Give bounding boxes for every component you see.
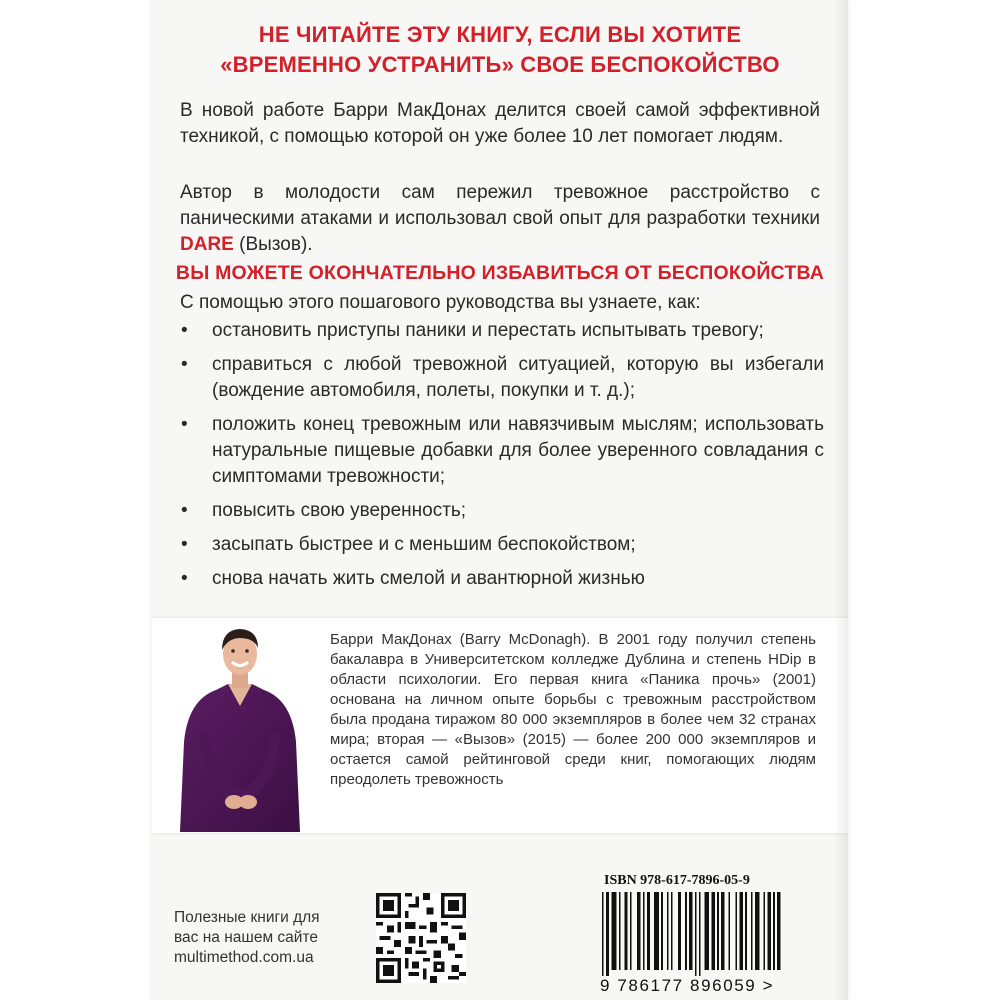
website-note bbox=[174, 908, 320, 968]
barcode bbox=[592, 892, 782, 1000]
book-back-cover bbox=[152, 0, 848, 1000]
bullet-icon: • bbox=[181, 414, 188, 435]
website-url: multimethod.com.ua bbox=[174, 949, 314, 966]
list-item bbox=[172, 352, 824, 404]
bullet-icon: • bbox=[181, 534, 188, 555]
qr-code-icon bbox=[376, 893, 466, 983]
website-note-line-1: Полезные книги для bbox=[174, 909, 320, 926]
list-item bbox=[172, 412, 824, 490]
benefits-list bbox=[172, 318, 824, 600]
list-item-text: остановить приступы паники и перестать испытывать тревогу; bbox=[212, 320, 764, 341]
paragraph-2-end: (Вызов). bbox=[233, 234, 313, 255]
list-item-text: положить конец тревожным или навязчивым мыслям; использовать натуральные пищевые добавки для более уверенного совладания с симптомами тревожности; bbox=[212, 414, 824, 487]
isbn-label: ISBN 978-617-7896-05-9 bbox=[604, 873, 750, 888]
top-headline-line-2: «ВРЕМЕННО УСТРАНИТЬ» СВОЕ БЕСПОКОЙСТВО bbox=[220, 52, 780, 77]
list-item bbox=[172, 566, 824, 592]
list-item-text: засыпать быстрее и с меньшим беспокойством; bbox=[212, 534, 636, 555]
barcode-bars bbox=[592, 892, 782, 976]
list-item-text: повысить свою уверенность; bbox=[212, 500, 467, 521]
barcode-digits: 9 786177 896059 > bbox=[600, 976, 775, 995]
list-item-text: справиться с любой тревожной ситуацией, которую вы избегали (вождение автомобиля, полеты, покупки и т. д.); bbox=[212, 354, 824, 401]
author-bio: Барри МакДонах (Barry McDonagh). В 2001 году получил степень бакалавра в Университетском колледже Дублина и степень HDip в области психологии. Его первая книга «Паника прочь» (2001) основана на личном опыте борьбы с тревожным расстройством была продана тиражом 80 000 экземпляров в более чем 32 странах мира; вторая — «Вызов» (2015) — более 200 000 экземпляров и остается самой рейтинговой среди книг, помогающих людям преодолеть тревожность bbox=[330, 631, 816, 788]
top-headline-line-1: НЕ ЧИТАЙТЕ ЭТУ КНИГУ, ЕСЛИ ВЫ ХОТИТЕ bbox=[258, 22, 742, 47]
website-note-line-2: вас на нашем сайте bbox=[174, 929, 318, 946]
bullet-icon: • bbox=[181, 354, 188, 375]
description-paragraph-1: В новой работе Барри МакДонах делится своей самой эффективной техникой, с помощью которой он уже более 10 лет помогает людям. bbox=[180, 100, 820, 147]
top-headline bbox=[152, 20, 848, 80]
description-paragraph-2 bbox=[180, 180, 820, 258]
list-item bbox=[172, 498, 824, 524]
bullet-icon: • bbox=[181, 320, 188, 341]
list-item bbox=[172, 532, 824, 558]
list-item-text: снова начать жить смелой и авантюрной жизнью bbox=[212, 568, 645, 589]
bullet-icon: • bbox=[181, 568, 188, 589]
dare-highlight: DARE bbox=[180, 234, 234, 255]
list-item bbox=[172, 318, 824, 344]
second-headline: ВЫ МОЖЕТЕ ОКОНЧАТЕЛЬНО ИЗБАВИТЬСЯ ОТ БЕСПОКОЙСТВА bbox=[175, 262, 825, 284]
bullet-icon: • bbox=[181, 500, 188, 521]
author-photo bbox=[170, 622, 310, 832]
list-intro: С помощью этого пошагового руководства вы узнаете, как: bbox=[180, 292, 701, 313]
paragraph-2-text: Автор в молодости сам пережил тревожное расстройство с паническими атаками и использовал свой опыт для разработки техники bbox=[180, 182, 820, 229]
author-section bbox=[152, 618, 848, 833]
